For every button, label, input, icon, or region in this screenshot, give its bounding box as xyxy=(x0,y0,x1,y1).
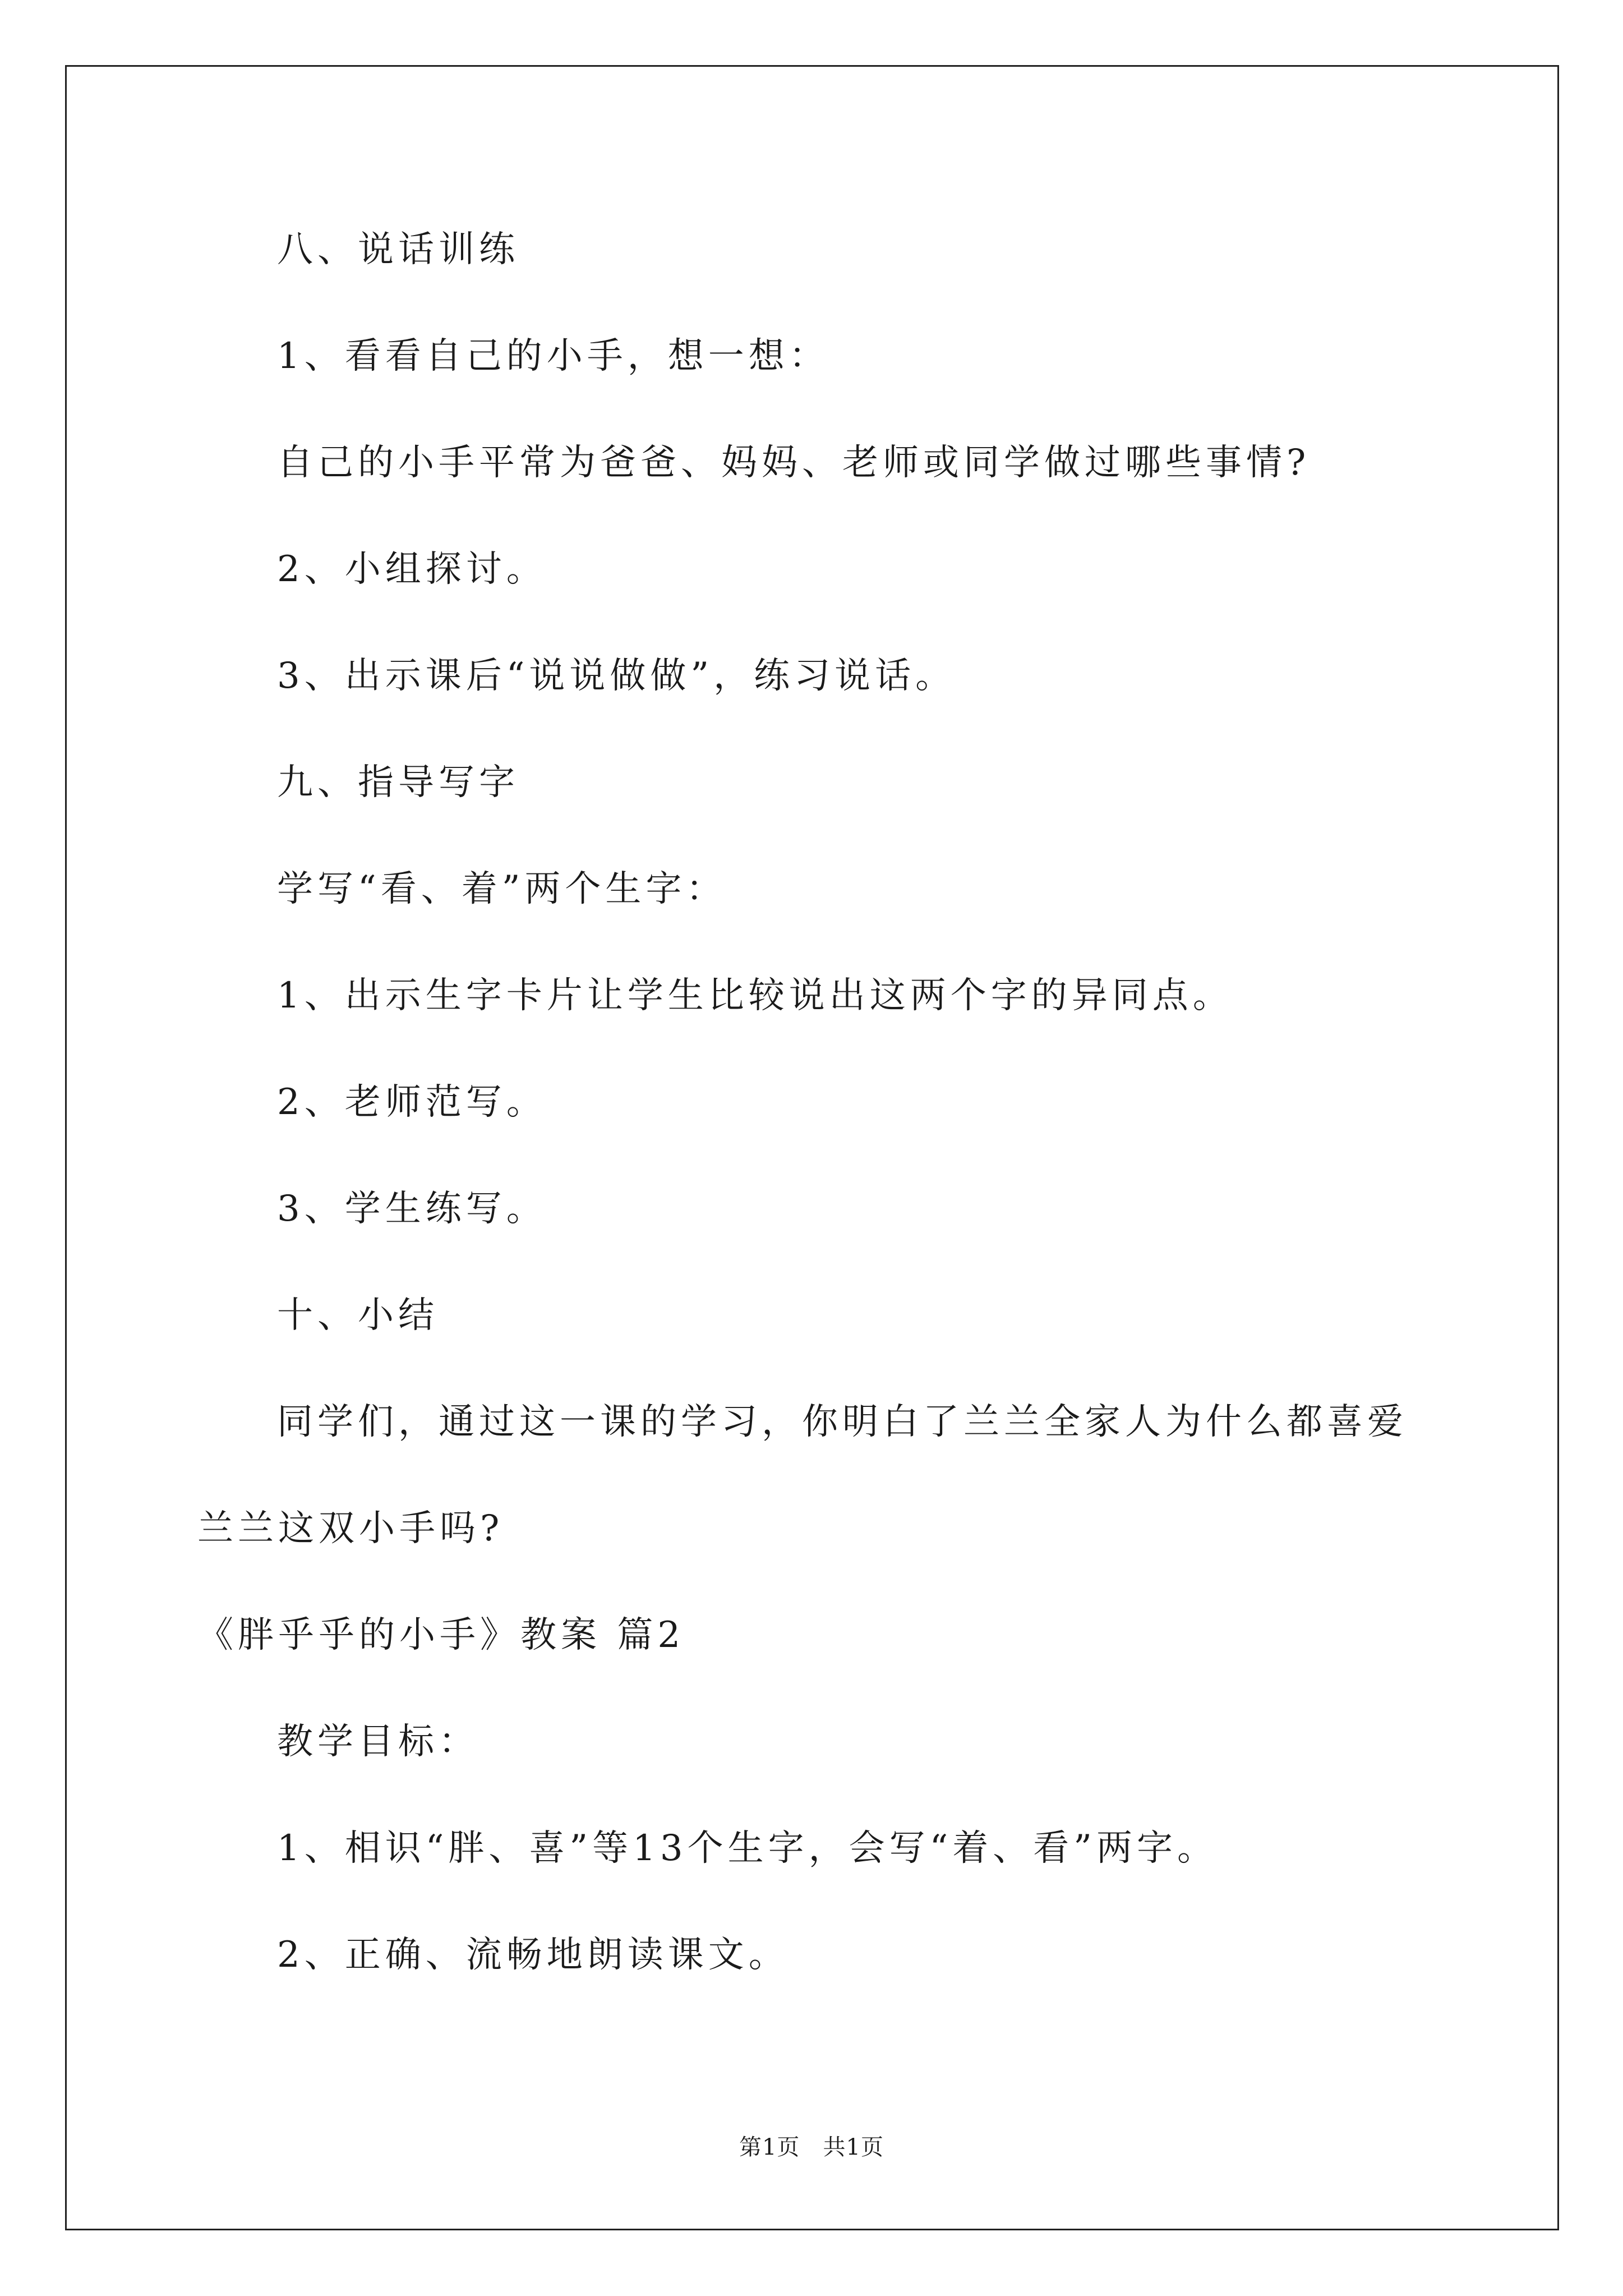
paragraph: 1、相识“胖、喜”等13个生字，会写“着、看”两字。 xyxy=(277,1828,1218,1869)
paragraph: 学写“看、着”两个生字： xyxy=(277,868,727,910)
paragraph: 3、学生练写。 xyxy=(277,1188,547,1230)
section-heading-speaking-training: 八、说话训练 xyxy=(277,229,519,270)
page-border xyxy=(65,65,1559,2230)
paragraph: 1、看看自己的小手，想一想： xyxy=(277,335,829,377)
paragraph: 自己的小手平常为爸爸、妈妈、老师或同学做过哪些事情? xyxy=(277,442,1311,484)
paragraph-continuation: 兰兰这双小手吗? xyxy=(197,1508,504,1549)
section-heading-summary: 十、小结 xyxy=(277,1295,439,1336)
section-heading-objectives: 教学目标： xyxy=(277,1721,479,1763)
paragraph: 同学们，通过这一课的学习，你明白了兰兰全家人为什么都喜爱 xyxy=(277,1401,1408,1443)
section-heading-writing-guide: 九、指导写字 xyxy=(277,762,519,803)
paragraph: 3、出示课后“说说做做”，练习说话。 xyxy=(277,655,956,697)
page-number-footer: 第1页 共1页 xyxy=(739,2134,884,2160)
paragraph: 2、正确、流畅地朗读课文。 xyxy=(277,1934,789,1976)
lesson-title: 《胖乎乎的小手》教案 篇2 xyxy=(197,1614,685,1656)
paragraph: 2、小组探讨。 xyxy=(277,549,547,590)
paragraph: 2、老师范写。 xyxy=(277,1082,547,1123)
paragraph: 1、出示生字卡片让学生比较说出这两个字的异同点。 xyxy=(277,975,1233,1016)
